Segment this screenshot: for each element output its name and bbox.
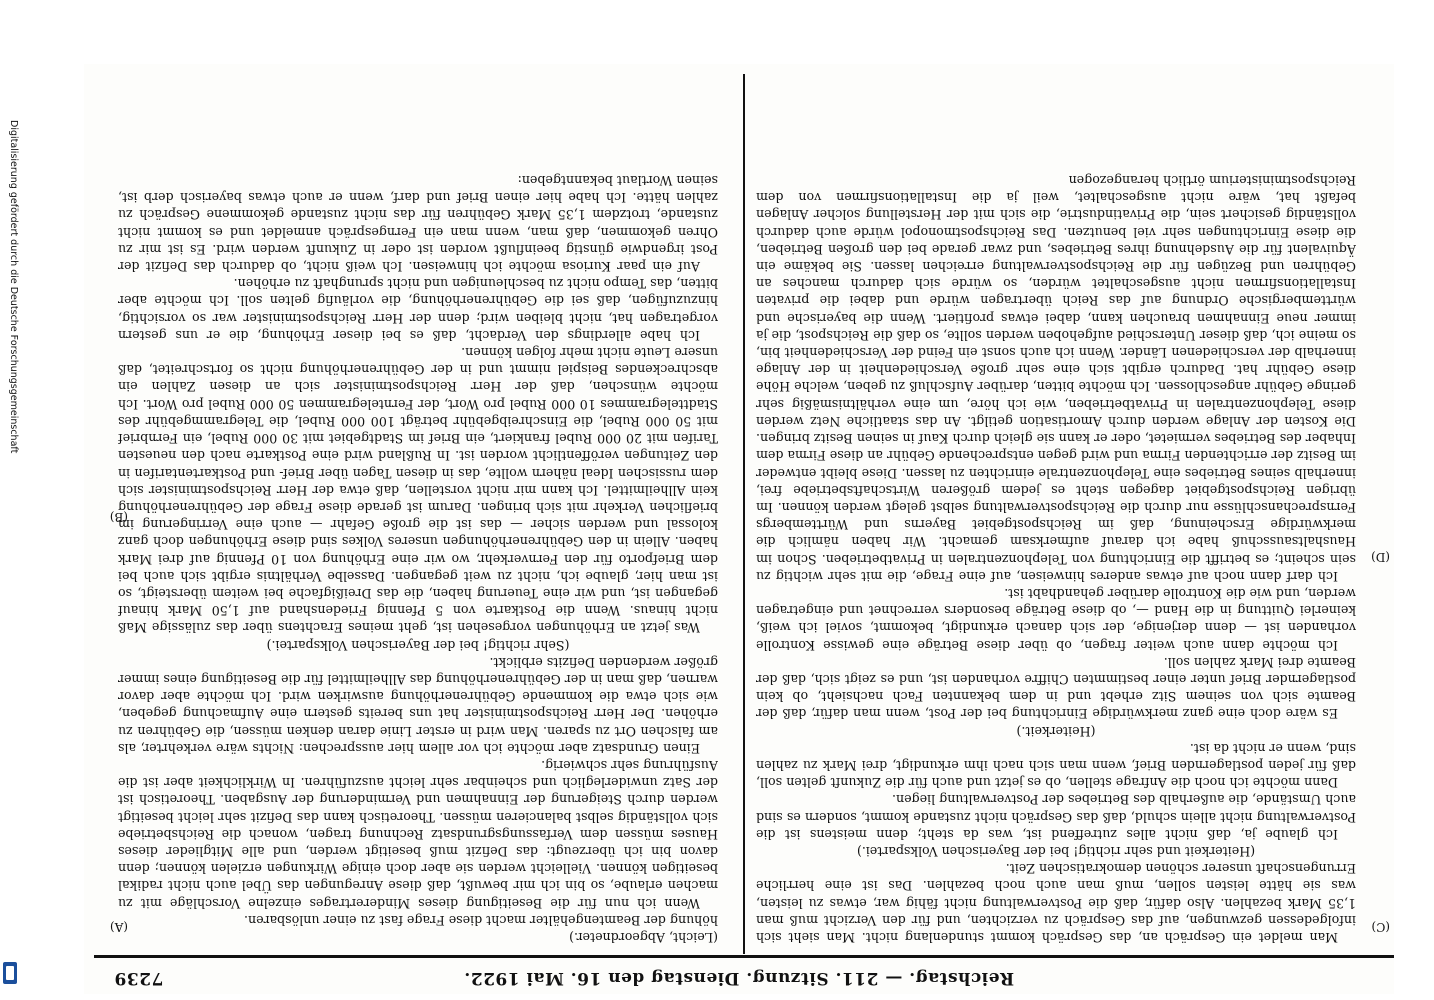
page-header: [84, 962, 1394, 992]
paragraph: Dann möchte ich noch die Anfrage stellen, ob es jetzt und auch für die Zukunft gelten soll, daß für jeden postlagernden Brief, wenn man sich nach ihm erkundigt, drei Mark zu zahlen sind, wenn er nicht da ist.: [756, 740, 1356, 791]
page-number: 7239: [114, 968, 164, 988]
digitization-credit: [2, 120, 20, 1000]
margin-marker-c: (C): [1371, 920, 1390, 934]
paragraph: (Heiterkeit und sehr richtig! bei der Bayerischen Volkspartei.): [856, 843, 1256, 859]
paragraph: (Heiterkeit.): [1016, 723, 1096, 739]
paragraph: Man meldet ein Gespräch an, das Gespräch kommt stundenlang nicht. Man sieht sich infolgedessen gezwungen, auf das Gespräch zu verzichten, und für den Verzicht muß man 1,35 Mark bezahlen. Also dafür, daß die Postverwaltung nicht fähig war, etwas zu leisten, was sie hätte leisten sollen, muß man auch noch bezahlen. Das ist eine herrliche Errungenschaft unserer schönen demokratischen Zeit.: [756, 861, 1356, 945]
paragraph: Auf ein paar Kuriosa möchte ich hinweisen. Ich weiß nicht, ob dadurch das Defizit der Post irgendwie günstig beeinflußt worden ist oder in Zukunft werden wird. Es ist mir zu Ohren gekommen, daß man, wenn man ein Ferngespräch anmeldet und es kommt nicht zustande, trotzdem 1,35 Mark Gebühren für das nicht zustande gekommene Gespräch zu zahlen hätte. Ich habe hier einen Brief und darf, wenn er auch etwas bayerisch derb ist, seinen Wortlaut bekanntgeben:: [118, 173, 718, 275]
credit-text: Digitalisierung gefördert durch die Deutsche Forschungsgemeinschaft: [8, 120, 19, 454]
right-column: [756, 76, 1356, 946]
scanned-page: [84, 64, 1394, 994]
paragraph: Ich glaube ja, daß nicht alles zutreffend ist, was da steht; denn meistens ist die Postverwaltung nicht allein schuld, daß das Gespräch nicht zustande kommt, sondern es sind auch Umstände, die außerhalb des Betriebes der Postverwaltung liegen.: [756, 792, 1356, 842]
paragraph: Was jetzt an Erhöhungen vorgesehen ist, geht meines Erachtens über das zulässige Maß nicht hinaus. Wenn die Postkarte von 5 Pfennig Friedenshand auf 1,50 Mark hinauf gegangen ist, und wir eine Teuerung haben, die das Dreißigfache bei weitem übersteigt, so ist man hier, glaube ich, nicht zu weit gegangen. Dasselbe Verhältnis ergibt sich auch bei dem Briefporto für den Fernverkehr, wo wir eine Erhöhung von 10 Pfennig auf drei Mark haben. Allein in den Gebührenerhöhungen unseres Volkes sind diese Erhöhungen doch ganz kolossal und werden sicher — das ist die große Gefahr — auch eine Verringerung im brieflichen Verkehr mit sich bringen. Darum ist gerade diese Frage der Gebührenerhöhung kein Allheilmittel. Ich kann mir nicht vorstellen, daß etwa der Herr Reichspostminister sich dem russischen Ideal nähern wollte, das in diesen Tagen über Brief- und Postkartentarifen in den Zeitungen veröffentlicht worden ist. In Rußland wird eine Postkarte nach den neuesten Tarifen mit 20 000 Rubel frankiert, ein Brief im Stadtgebiet mit 30 000 Rubel, ein Fernbrief mit 50 000 Rubel, die Einschreibgebühr beträgt 100 000 Rubel, die Telegrammgebühr des Stadttelegrammes 10 000 Rubel pro Wort, der Ferntelegrammen 50 000 Rubel pro Wort. Ich möchte wünschen, daß der Herr Reichspostminister sich an diesen Zahlen ein abschreckendes Beispiel nimmt und in der Gebührenerhöhung nicht so fortschreitet, daß unsere Leute nicht mehr folgen können.: [118, 345, 718, 636]
paragraph: Ich möchte dann auch weiter fragen, ob über diese Beträge eine gewisse Kontrolle vorhanden ist — denn derjenige, der sich danach erkundigt, bekommt, soviel ich weiß, keinerlei Quittung in die Hand —, ob diese Beträge besonders verrechnet und eingetragen werden, und wie die Kontrolle darüber gehandhabt ist.: [756, 585, 1356, 653]
paragraph: Es wäre doch eine ganz merkwürdige Einrichtung bei der Post, wenn man dafür, daß der Beamte sich von seinem Sitz erhebt und in dem bekannten Fach nachsieht, ob kein postlagernder Brief unter einer bestimmten Chiffre vorhanden ist, und es zeigt sich, daß der Beamte drei Mark zahlen soll.: [756, 654, 1356, 722]
running-head: Reichstag. — 211. Sitzung. Dienstag den 16. Mai 1922.: [463, 968, 1015, 988]
margin-marker-b: (B): [109, 510, 128, 524]
margin-marker-a: (A): [109, 920, 128, 934]
paragraph: höhung der Beamtengehälter macht diese Frage fast zu einer unlösbaren.: [244, 912, 718, 928]
paragraph: Ich darf dann noch auf etwas anderes hinweisen, auf eine Frage, die mit sehr wichtig zu sein scheint; es betrifft die Einrichtung von Telephonzentralen in Privatbetrieben. Schon im Haushaltsausschuß habe ich darauf aufmerksam gemacht. Wir haben nämlich die merkwürdige Erscheinung, daß im Reichspostgebiet Bayerns und Württembergs Fernsprechanschlüsse nur durch die Reichspostverwaltung selbst gelegt werden können. Im übrigen Reichspostgebiet dagegen steht es jedem größeren Wirtschaftsbetriebe frei, innerhalb seines Betriebes eine Telephonzentrale einrichten zu lassen. Diese bleibt entweder im Besitz der errichtenden Firma und wird gegen entsprechende Gebühr an diese Firma dem Inhaber des Betriebes vermietet, oder er kann sie gleich durch Kauf in seinen Besitz bringen. Die Kosten der Anlage werden durch Amortisation getilgt. An das staatliche Netz werden diese Telephonzentralen in Privatbetrieben, wie ich höre, um eine verhältnismäßig sehr geringe Gebühr angeschlossen. Ich möchte bitten, darüber Aufschluß zu geben, welche Höhe diese Gebühr hat. Dadurch ergibt sich eine sehr große Verschiedenheit in der Anlage innerhalb der verschiedenen Länder. Wenn ich auch sonst ein Feind der Verschiedenheit bin, so meine ich, daß dieser Unterschied aufgehoben werden sollte, so daß die Reichspost, die ja immer neue Einnahmen brauchen kann, dabei etwas profitiert. Wenn die bayerische und württembergische Ordnung auf das Reich übertragen würde und dabei die privaten Installationsfirmen nicht ausgeschaltet würden, so würde sich dadurch manches an Gebühren und Bezügen für die Reichspostverwaltung erreichen lassen. Sie bekäme ein Äquivalent für die Ausdehnung ihres Betriebes, und zwar gerade bei den großen Betrieben, die diese Einrichtungen sehr viel benutzen. Das Reichspostmonopol würde auch dadurch vollständig gesichert sein, die Privatindustrie, die sich mit der Herstellung solcher Anlagen befaßt hat, wäre nicht ausgeschaltet, weil ja die Installationsfirmen von dem Reichspostministerium örtlich herangezogen: [756, 173, 1356, 584]
paragraph: Wenn ich nun für die Beseitigung dieses Minderertrages einzelne Vorschläge mit zu machen erlaube, so bin ich mir bewußt, daß diese Anregungen das Übel auch nicht radikal beseitigen können. Vielleicht werden sie aber doch einige Wirkungen erzielen können; denn davon bin ich überzeugt: das Defizit muß beseitigt werden, und alle Mitglieder dieses Hauses müssen dem Verfassungsgrundsatz Rechnung tragen, wonach die Reichsbetriebe sich vollständig selbst balancieren müssen. Theoretisch kann das Defizit sehr leicht beseitigt werden durch Steigerung der Einnahmen und Verminderung der Ausgaben. Theoretisch ist der Satz unwiderleglich und scheinbar sehr leicht auszuführen. In Wirklichkeit aber ist die Ausführung sehr schwierig.: [118, 757, 718, 911]
paragraph: (Sehr richtig! bei der Bayerischen Volkspartei.): [266, 637, 570, 653]
left-column: [118, 76, 718, 946]
dfg-logo-icon: [3, 962, 17, 984]
paragraph: Ich habe allerdings den Verdacht, daß es bei dieser Erhöhung, die er uns gestern vorgetragen hat, nicht bleiben wird; denn der Herr Reichspostminister war so vorsichtig, hinzuzufügen, daß sei die Gebührenerhöhung, die vorläufig gelten soll. Ich möchte aber bitten, das Tempo nicht zu beschleunigen und nicht sprunghaft zu erhöhen.: [118, 276, 718, 343]
header-rule: [94, 955, 1394, 958]
margin-marker-d: (D): [1371, 550, 1390, 564]
paragraph: (Leicht, Abgeordneter.): [569, 930, 718, 945]
column-divider: [743, 74, 745, 954]
paragraph: Einen Grundsatz aber möchte ich vor allem hier aussprechen: Nichts wäre verkehrter, als am falschen Ort zu sparen. Man wird in erster Linie daran denken müssen, die Gebühren zu erhöhen. Der Herr Reichspostminister hat uns bereits gestern eine Aufmachung gegeben, wie sich etwa die kommende Gebührenerhöhung auswirken wird. Ich möchte aber davor warnen, daß man in der Gebührenerhöhung das Allheilmittel für die Beseitigung eines immer größer werdenden Defizits erblickt.: [118, 654, 718, 756]
